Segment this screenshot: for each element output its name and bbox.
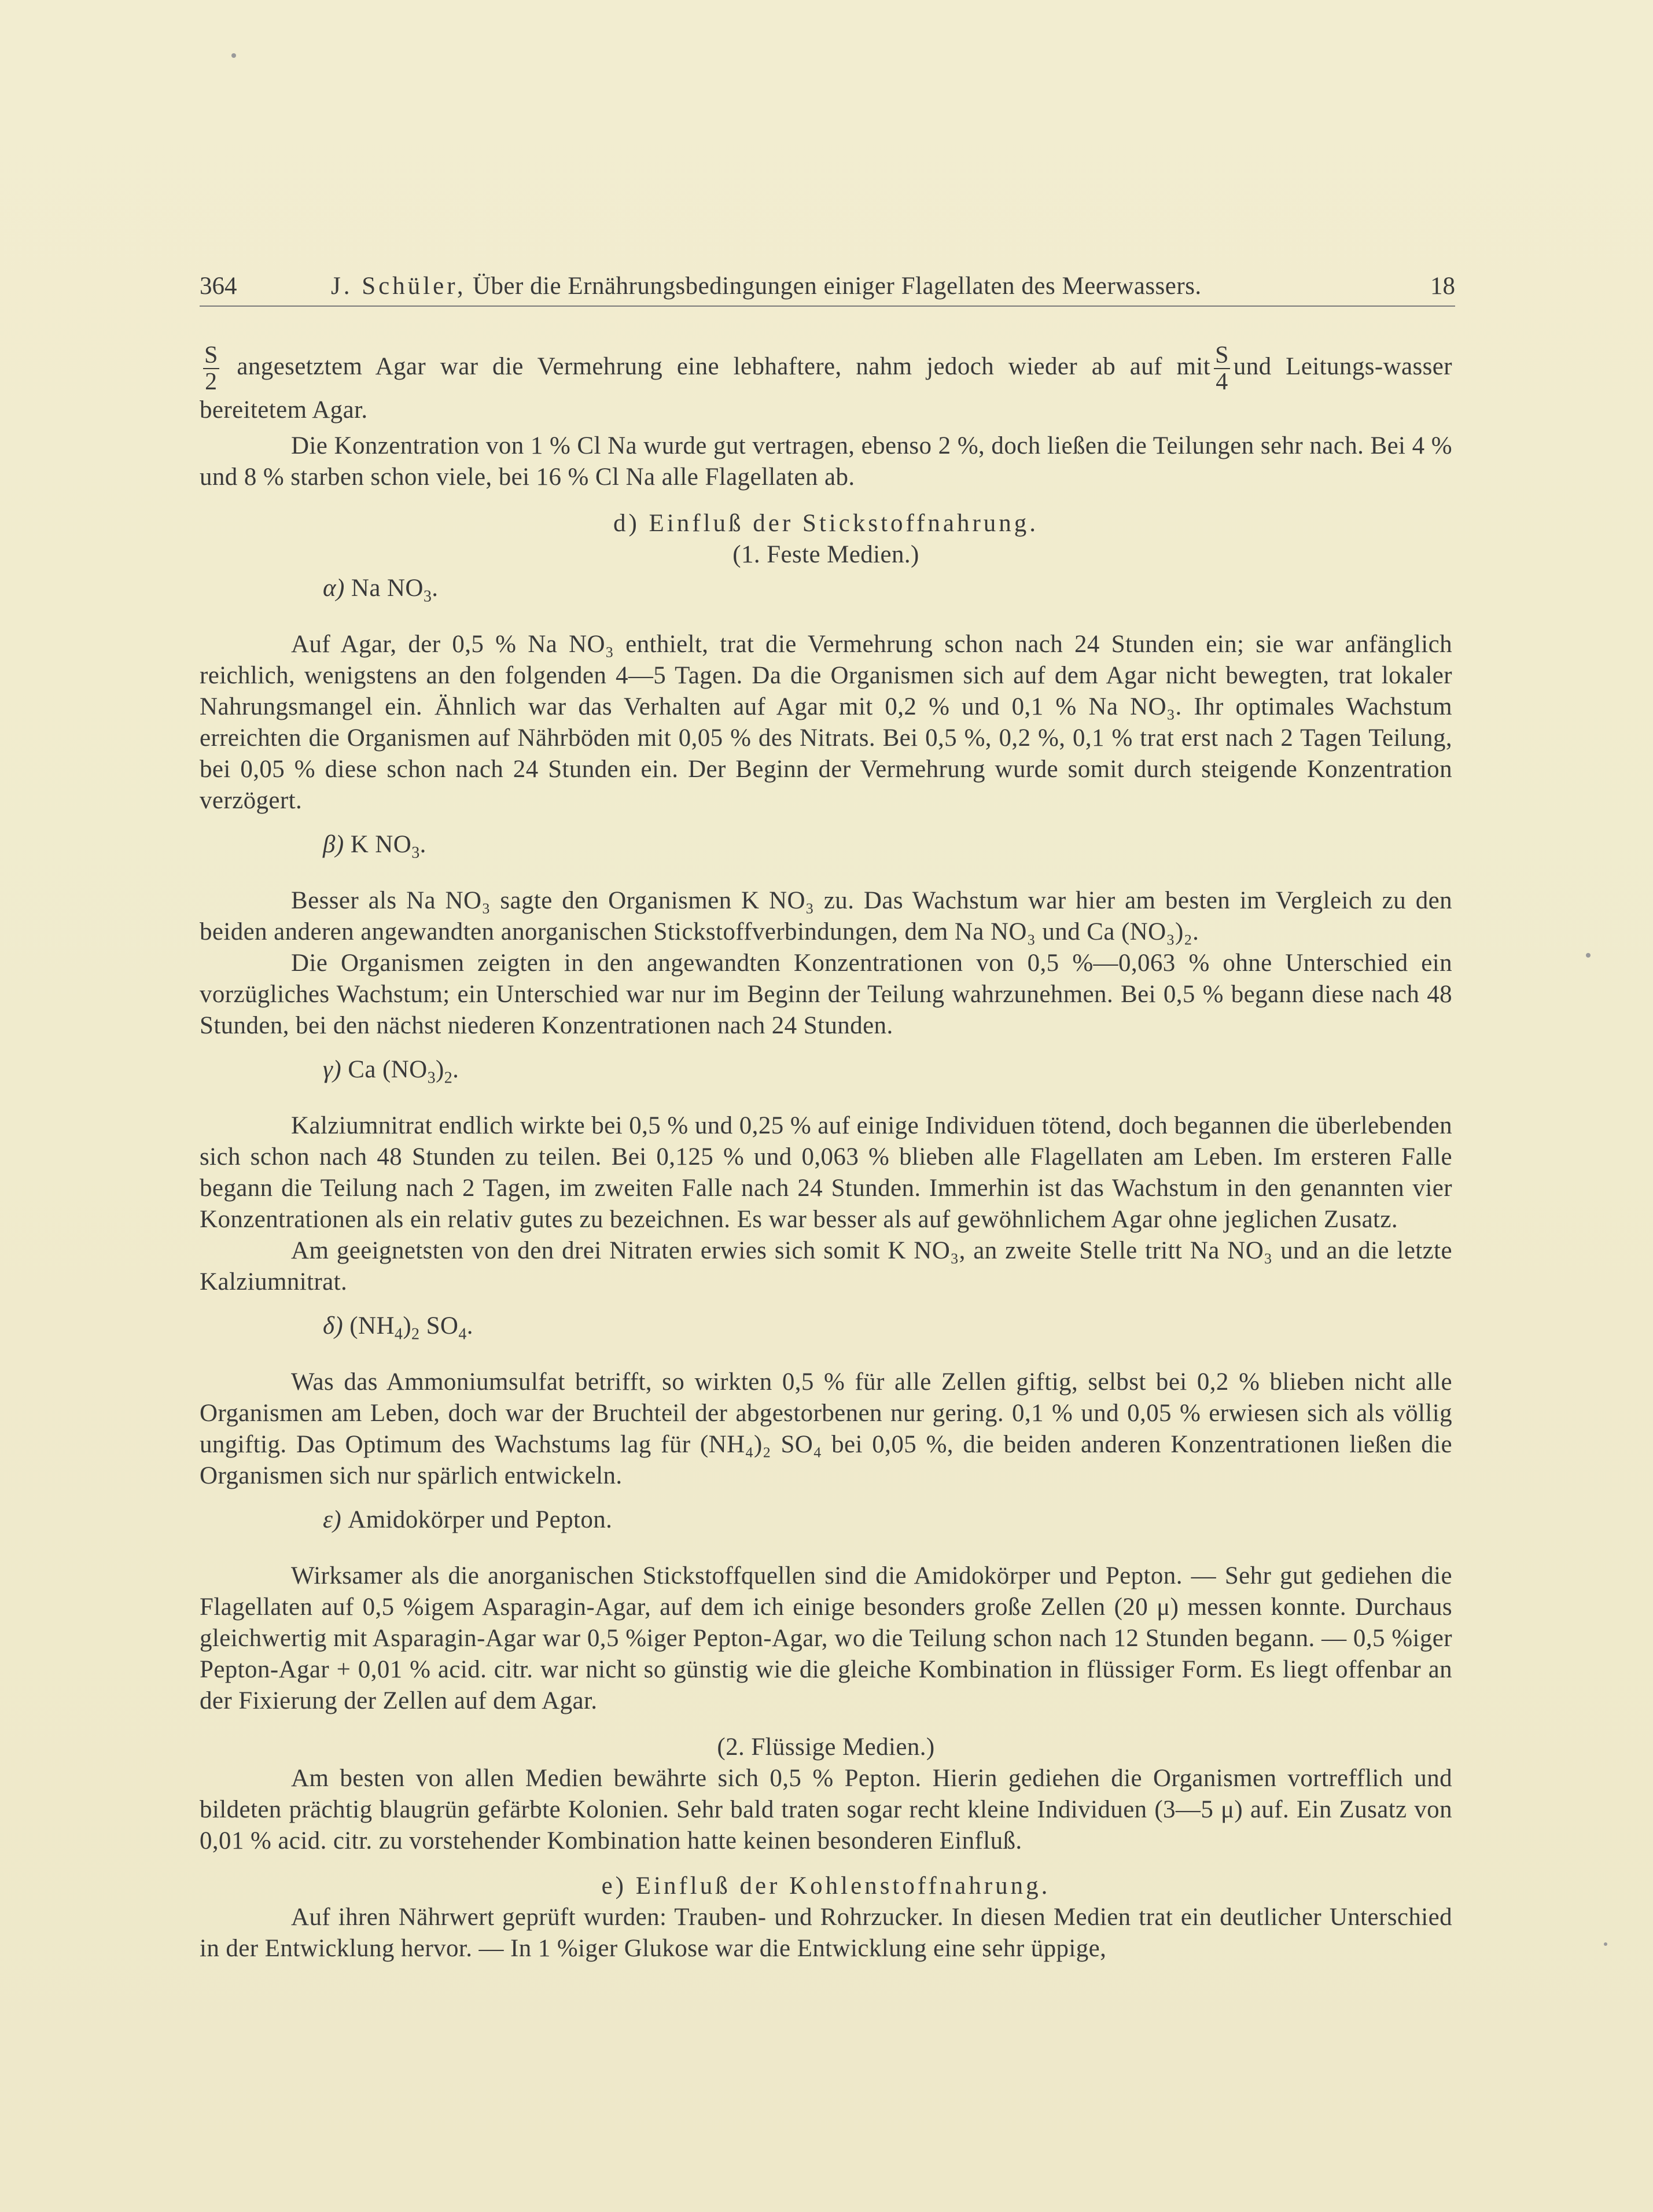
- speck-mark: [231, 53, 236, 58]
- paragraph-carbon: Auf ihren Nährwert geprüft wurden: Trauben- und Rohrzucker. In diesen Medien trat ein deutlicher Unterschied in der Entwicklung hervor. — In 1 %iger Glukose war die Entwicklung eine sehr üppige,: [200, 1904, 1452, 1962]
- article-title: Über die Ernährungsbedingungen einiger Flagellaten des Meerwassers.: [472, 273, 1202, 300]
- paragraph-gamma-2: Am geeignetsten von den drei Nitraten erwies sich somit K NO₃, an zweite Stelle tritt Na NO₃ und an die letzte Kalziumnitrat.: [200, 1237, 1452, 1295]
- paragraph-nacl: Die Konzentration von 1 % Cl Na wurde gut vertragen, ebenso 2 %, doch ließen die Teilungen sehr nach. Bei 4 % und 8 % starben schon viele, bei 16 % Cl Na alle Flagellaten ab.: [200, 432, 1452, 491]
- item-heading-delta: δ) $(NH_4)_2$ $SO_4$.: [323, 1312, 473, 1344]
- paragraph-continuation: $\frac{S}{2}$ angesetztem Agar war die Vermehrung eine lebhaftere, nahm jedoch wieder ab auf mit $\frac{S}{4}$ und Leitungs-wasser bereitetem Agar.: [200, 342, 1452, 424]
- item-heading-gamma: γ) Ca $(NO_3)_2$.: [323, 1056, 459, 1087]
- section-heading-d: d) Einfluß der Stickstoffnahrung.: [613, 510, 1039, 537]
- speck-mark: [1604, 1942, 1607, 1946]
- paragraph-beta-2: Die Organismen zeigten in den angewandten Konzentrationen von 0,5 %—0,063 % ohne Unterschied ein vorzügliches Wachstum; ein Unterschied war nur im Beginn der Teilung wahrzunehmen. Bei 0,5 % begann diese nach 48 Stunden, bei den nächst niederen Konzentrationen nach 24 Stunden.: [200, 949, 1452, 1039]
- paragraph-gamma-1: Kalziumnitrat endlich wirkte bei 0,5 % und 0,25 % auf einige Individuen tötend, doch begannen die überlebenden sich schon nach 48 Stunden zu teilen. Bei 0,125 % und 0,063 % blieben alle Flagellaten am Leben. Im ersteren Falle begann die Teilung nach 2 Tagen, im zweiten Falle nach 24 Stunden. Immerhin ist das Wachstum in den genannten vier Konzentrationen als ein relativ gutes zu bezeichnen. Es war besser als auf gewöhnlichem Agar ohne jeglichen Zusatz.: [200, 1112, 1452, 1233]
- item-heading-epsilon: ε) Amidokörper und Pepton.: [323, 1506, 613, 1533]
- item-heading-alpha: α) Na $NO_3$.: [323, 575, 439, 606]
- item-heading-beta: β) K $NO_3$.: [323, 831, 426, 862]
- subsection-liquid-media: (2. Flüssige Medien.): [717, 1733, 935, 1761]
- speck-mark: [1586, 953, 1591, 958]
- paragraph-beta-1: Besser als Na NO₃ sagte den Organismen K NO₃ zu. Das Wachstum war hier am besten im Vergleich zu den beiden anderen angewandten anorganischen Stickstoffverbindungen, dem Na NO₃ und Ca (NO₃)₂.: [200, 887, 1452, 945]
- running-header: [200, 271, 1455, 307]
- paragraph-liquid: Am besten von allen Medien bewährte sich 0,5 % Pepton. Hierin gediehen die Organismen vortrefflich und bildeten prächtig blaugrün gefärbte Kolonien. Sehr bald traten sogar recht kleine Individuen (3—5 μ) auf. Ein Zusatz von 0,01 % acid. citr. zu vorstehender Kombination hatte keinen besonderen Einfluß.: [200, 1765, 1452, 1854]
- paragraph-alpha: Auf Agar, der 0,5 % Na NO₃ enthielt, trat die Vermehrung schon nach 24 Stunden ein; sie war anfänglich reichlich, wenigstens an den folgenden 4—5 Tagen. Da die Organismen sich auf dem Agar nicht bewegten, trat lokaler Nahrungsmangel ein. Ähnlich war das Verhalten auf Agar mit 0,2 % und 0,1 % Na NO₃. Ihr optimales Wachstum erreichten die Organismen auf Nährböden mit 0,05 % des Nitrats. Bei 0,5 %, 0,2 %, 0,1 % trat erst nach 2 Tagen Teilung, bei 0,05 % diese schon nach 24 Stunden ein. Der Beginn der Vermehrung wurde somit durch steigende Konzentration verzögert.: [200, 631, 1452, 814]
- running-title: [331, 271, 1202, 302]
- page-number: 364: [200, 273, 237, 300]
- fraction-s-over-2: $\frac{S}{2}$: [204, 342, 218, 395]
- author-name: J. Schüler,: [331, 273, 466, 300]
- page-body: [200, 343, 1452, 1964]
- paragraph-epsilon: Wirksamer als die anorganischen Stickstoffquellen sind die Amidokörper und Pepton. — Sehr gut gediehen die Flagellaten auf 0,5 %igem Asparagin-Agar, auf dem ich einige besonders große Zellen (20 μ) messen konnte. Durchaus gleichwertig mit Asparagin-Agar war 0,5 %iger Pepton-Agar, wo die Teilung schon nach 12 Stunden begann. — 0,5 %iger Pepton-Agar + 0,01 % acid. citr. war nicht so günstig wie die gleiche Kombination in flüssiger Form. Es liegt offenbar an der Fixierung der Zellen auf dem Agar.: [200, 1562, 1452, 1714]
- paragraph-delta: Was das Ammoniumsulfat betrifft, so wirkten 0,5 % für alle Zellen giftig, selbst bei 0,2 % blieben nicht alle Organismen am Leben, doch war der Bruchteil der abgestorbenen nur gering. 0,1 % und 0,05 % erwiesen sich als völlig ungiftig. Das Optimum des Wachstums lag für (NH₄)₂ SO₄ bei 0,05 %, die beiden anderen Konzentrationen ließen die Organismen sich nur spärlich entwickeln.: [200, 1368, 1452, 1489]
- subsection-solid-media: (1. Feste Medien.): [732, 541, 919, 568]
- section-heading-e: e) Einfluß der Kohlenstoffnahrung.: [601, 1872, 1051, 1900]
- section-number: 18: [1430, 273, 1455, 300]
- fraction-s-over-4: $\frac{S}{4}$: [1215, 342, 1229, 395]
